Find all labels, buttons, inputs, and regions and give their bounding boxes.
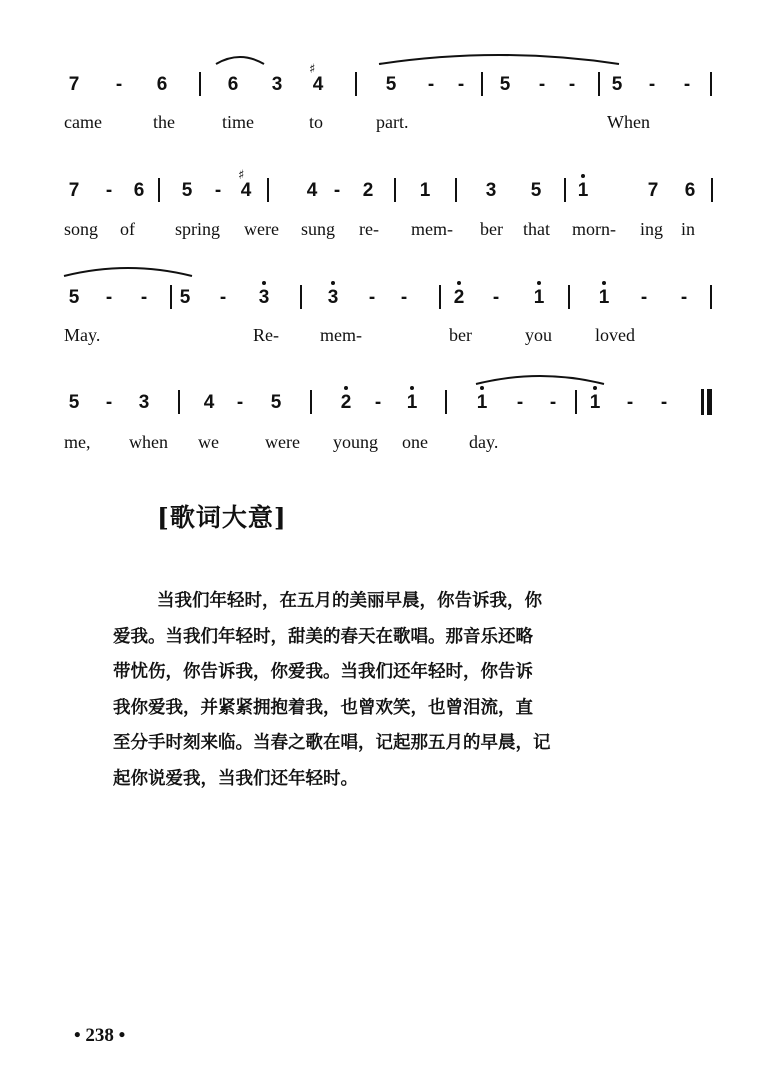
dash-extension: -: [457, 74, 465, 95]
dash-extension: -: [115, 74, 123, 95]
barline: [445, 390, 447, 414]
note-2: 2: [340, 392, 352, 413]
lyric-word: ber: [480, 219, 503, 239]
high-octave-dot-icon: [331, 281, 335, 285]
high-octave-dot-icon: [344, 386, 348, 390]
dash-extension: -: [214, 180, 222, 201]
lyric-word: mem-: [411, 219, 453, 239]
note-6: 6: [684, 180, 696, 201]
barline: [355, 72, 357, 96]
lyric-word: ing: [640, 219, 664, 239]
translation-line: 当我们年轻时，在五月的美丽早晨，你告诉我，你: [157, 591, 542, 611]
dash-extension: -: [427, 74, 435, 95]
high-octave-dot-icon: [581, 174, 585, 178]
dash-extension: -: [400, 287, 408, 308]
note-2: 2: [453, 287, 465, 308]
note-1: 1: [533, 287, 545, 308]
dash-extension: -: [105, 392, 113, 413]
lyric-word: of: [120, 219, 135, 239]
lyric-word: the: [153, 112, 175, 132]
high-octave-dot-icon: [457, 281, 461, 285]
translation-line: 我你爱我，并紧紧拥抱着我，也曾欢笑，也曾泪流，直: [113, 697, 533, 718]
dash-extension: -: [680, 287, 688, 308]
note-4: 4: [312, 74, 324, 95]
barline: [170, 285, 172, 309]
final-barline: [707, 389, 712, 415]
lyric-word: loved: [595, 325, 635, 345]
sharp-sign-icon: ♯: [238, 168, 245, 183]
barline: [568, 285, 570, 309]
barline: [267, 178, 269, 202]
note-3: 3: [271, 74, 283, 95]
note-4: 4: [306, 180, 318, 201]
lyric-word: day.: [469, 432, 499, 452]
note-3: 3: [485, 180, 497, 201]
note-7: 7: [68, 74, 80, 95]
barline: [710, 285, 712, 309]
dash-extension: -: [333, 180, 341, 201]
barline: [394, 178, 396, 202]
barline: [199, 72, 201, 96]
lyrics-meaning-heading: [歌词大意]: [157, 503, 287, 532]
dash-extension: -: [219, 287, 227, 308]
barline: [710, 72, 712, 96]
dash-extension: -: [105, 180, 113, 201]
dash-extension: -: [374, 392, 382, 413]
dash-extension: -: [648, 74, 656, 95]
dash-extension: -: [568, 74, 576, 95]
lyric-word: May.: [64, 325, 101, 345]
slur-row3: [63, 262, 193, 278]
note-6: 6: [156, 74, 168, 95]
note-5: 5: [181, 180, 193, 201]
note-1: 1: [406, 392, 418, 413]
dash-extension: -: [516, 392, 524, 413]
dash-extension: -: [660, 392, 668, 413]
note-5: 5: [68, 287, 80, 308]
dash-extension: -: [683, 74, 691, 95]
lyric-word: young: [333, 432, 378, 452]
note-6: 6: [227, 74, 239, 95]
dash-extension: -: [549, 392, 557, 413]
lyric-word: Re-: [253, 325, 279, 345]
note-5: 5: [530, 180, 542, 201]
lyric-word: we: [198, 432, 219, 452]
high-octave-dot-icon: [602, 281, 606, 285]
high-octave-dot-icon: [410, 386, 414, 390]
dash-extension: -: [368, 287, 376, 308]
barline: [158, 178, 160, 202]
lyric-word: came: [64, 112, 102, 132]
lyric-word: one: [402, 432, 428, 452]
note-1: 1: [598, 287, 610, 308]
dash-extension: -: [236, 392, 244, 413]
lyric-word: morn-: [572, 219, 616, 239]
barline: [439, 285, 441, 309]
note-1: 1: [419, 180, 431, 201]
note-4: 4: [203, 392, 215, 413]
high-octave-dot-icon: [537, 281, 541, 285]
note-4: 4: [240, 180, 252, 201]
lyric-word: were: [265, 432, 300, 452]
lyric-word: When: [607, 112, 650, 132]
slur-row1-b: [378, 50, 620, 66]
translation-line: 带忧伤，你告诉我，你爱我。当我们还年轻时，你告诉: [113, 662, 533, 682]
note-1: 1: [589, 392, 601, 413]
dash-extension: -: [140, 287, 148, 308]
barline: [178, 390, 180, 414]
lyric-word: song: [64, 219, 99, 239]
translation-line: 起你说爱我，当我们还年轻时。: [113, 768, 358, 789]
lyric-word: time: [222, 112, 254, 132]
dash-extension: -: [492, 287, 500, 308]
note-3: 3: [138, 392, 150, 413]
note-6: 6: [133, 180, 145, 201]
dash-extension: -: [640, 287, 648, 308]
high-octave-dot-icon: [262, 281, 266, 285]
lyric-word: you: [525, 325, 552, 345]
barline: [300, 285, 302, 309]
barline: [711, 178, 713, 202]
note-5: 5: [499, 74, 511, 95]
note-3: 3: [258, 287, 270, 308]
lyric-word: ber: [449, 325, 472, 345]
barline: [310, 390, 312, 414]
note-1: 1: [476, 392, 488, 413]
note-5: 5: [611, 74, 623, 95]
note-5: 5: [385, 74, 397, 95]
dash-extension: -: [626, 392, 634, 413]
lyric-word: spring: [175, 219, 220, 239]
lyric-word: re-: [359, 219, 379, 239]
barline: [455, 178, 457, 202]
high-octave-dot-icon: [480, 386, 484, 390]
note-5: 5: [68, 392, 80, 413]
note-5: 5: [270, 392, 282, 413]
lyric-word: to: [309, 112, 324, 132]
lyric-word: were: [244, 219, 279, 239]
lyric-word: part.: [376, 112, 409, 132]
slur-row4: [475, 370, 605, 386]
translation-line: 爱我。当我们年轻时，甜美的春天在歌唱。那音乐还略: [113, 626, 533, 647]
page-number: • 238 •: [74, 1025, 126, 1046]
dash-extension: -: [105, 287, 113, 308]
dash-extension: -: [538, 74, 546, 95]
barline: [481, 72, 483, 96]
note-3: 3: [327, 287, 339, 308]
barline: [564, 178, 566, 202]
slur-row1-a: [215, 52, 265, 66]
lyric-word: sung: [301, 219, 336, 239]
note-7: 7: [647, 180, 659, 201]
lyric-word: mem-: [320, 325, 362, 345]
barline: [598, 72, 600, 96]
translation-paragraph: [113, 584, 658, 797]
high-octave-dot-icon: [593, 386, 597, 390]
note-5: 5: [179, 287, 191, 308]
lyric-word: in: [681, 219, 696, 239]
lyric-word: when: [129, 432, 168, 452]
note-7: 7: [68, 180, 80, 201]
final-barline: [701, 389, 704, 415]
lyric-word: that: [523, 219, 550, 239]
lyric-word: me,: [64, 432, 91, 452]
note-1: 1: [577, 180, 589, 201]
sharp-sign-icon: ♯: [309, 62, 316, 77]
barline: [575, 390, 577, 414]
translation-line: 至分手时刻来临。当春之歌在唱，记起那五月的早晨，记: [113, 733, 551, 753]
note-2: 2: [362, 180, 374, 201]
